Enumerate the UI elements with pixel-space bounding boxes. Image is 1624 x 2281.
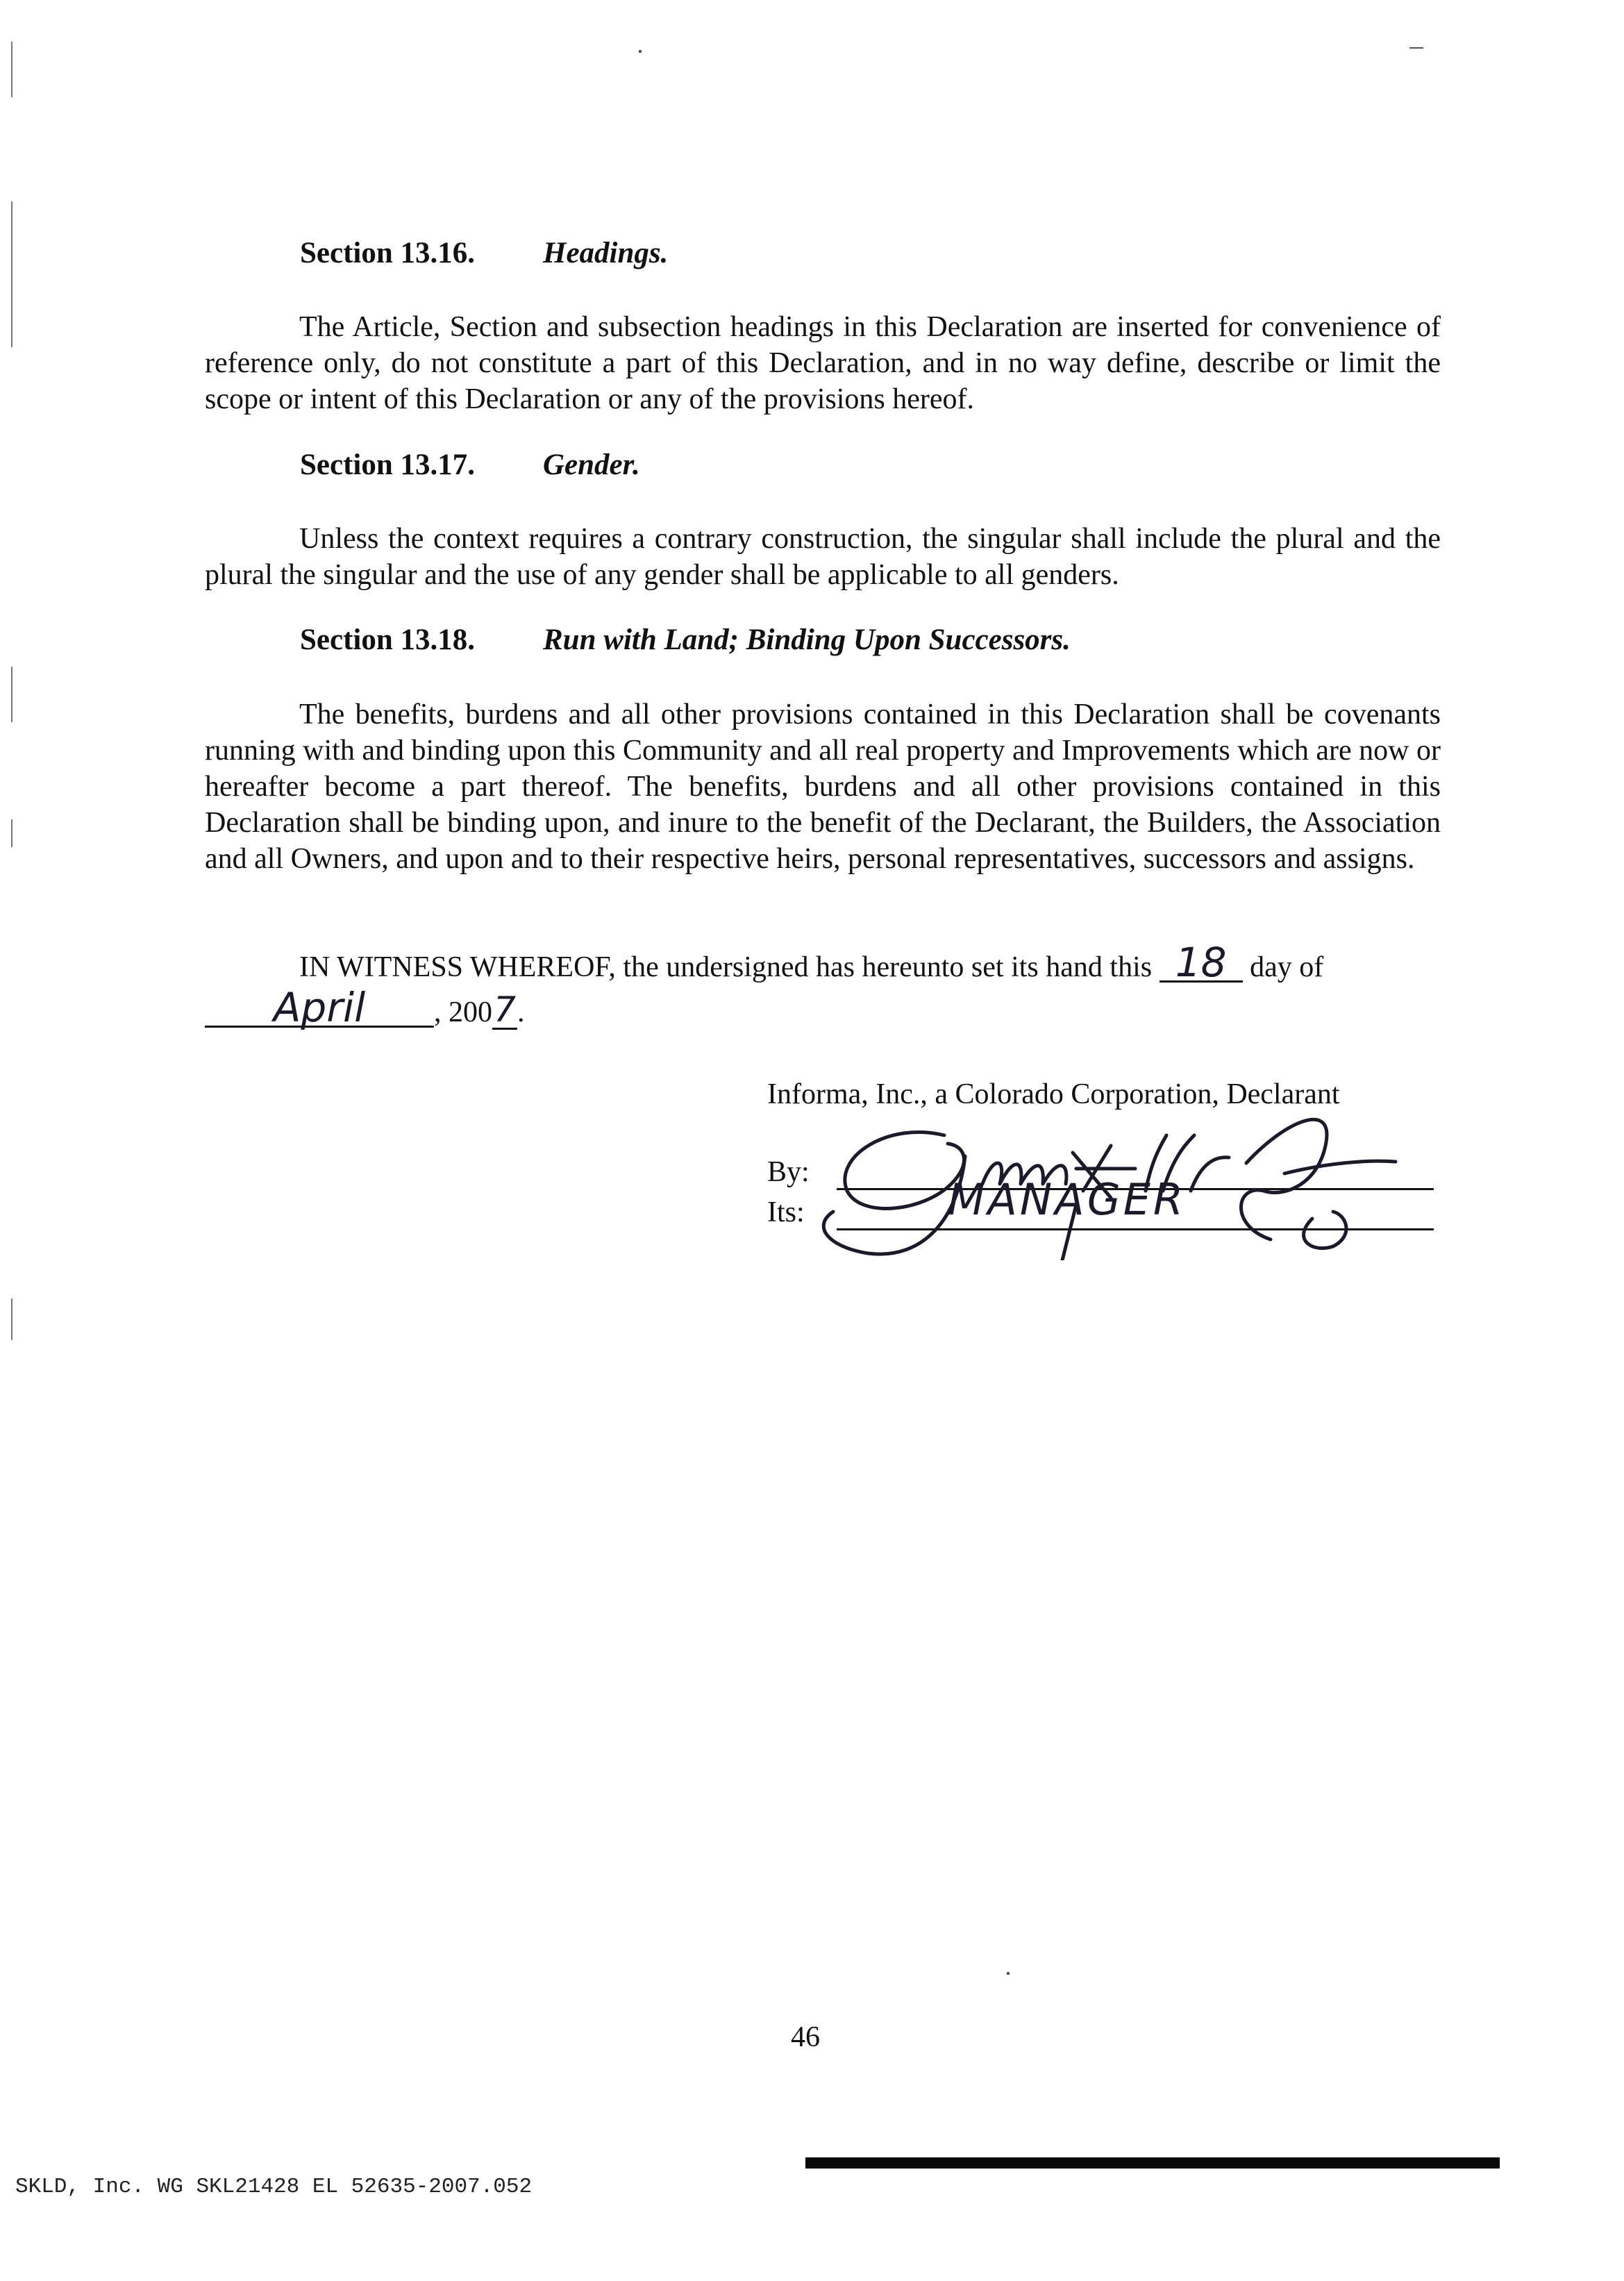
section-title: Gender. bbox=[543, 449, 640, 481]
scan-edge-mark bbox=[11, 667, 12, 722]
month-handwritten: April bbox=[205, 989, 434, 1028]
section-body: Unless the context requires a contrary construction, the singular shall include the plural and the plural the singular and the use of any gender shall be applicable to all genders. bbox=[205, 523, 1441, 591]
day-handwritten: 18 bbox=[1160, 944, 1243, 983]
by-label: By: bbox=[767, 1156, 810, 1188]
scan-speck bbox=[1409, 47, 1423, 49]
its-label: Its: bbox=[767, 1196, 805, 1228]
year-prefix: , 200 bbox=[434, 996, 492, 1028]
section-title: Run with Land; Binding Upon Successors. bbox=[543, 624, 1071, 656]
section-title: Headings. bbox=[543, 237, 669, 269]
scan-speck bbox=[639, 50, 642, 53]
scan-speck bbox=[1007, 1972, 1010, 1975]
scan-edge-mark bbox=[11, 1298, 12, 1340]
page-number: 46 bbox=[791, 2021, 820, 2053]
day-of-label: day of bbox=[1250, 951, 1324, 983]
year-handwritten: 7 bbox=[492, 992, 517, 1030]
scan-edge-mark bbox=[11, 819, 12, 847]
signatory-entity: Informa, Inc., a Colorado Corporation, Declarant bbox=[767, 1078, 1340, 1110]
title-handwritten: MANAGER bbox=[948, 1174, 1186, 1225]
section-number: Section 13.17. bbox=[300, 449, 476, 481]
scan-edge-mark bbox=[11, 201, 12, 347]
section-number: Section 13.18. bbox=[300, 624, 476, 656]
footer-stamp: SKLD, Inc. WG SKL21428 EL 52635-2007.052 bbox=[15, 2175, 533, 2199]
section-body: The benefits, burdens and all other provisions contained in this Declaration shall be covenants running with and binding upon this Community and all real property and Improvements which are now or hereafter become a part thereof. The benefits, burdens and all other provisions contained in this Declaration shall be binding upon, and inure to the benefit of the Declarant, the Builders, the Association and all Owners, and upon and to their respective heirs, personal representatives, successors and assigns. bbox=[205, 699, 1441, 875]
witness-clause bbox=[205, 939, 1441, 1031]
handwritten-signature bbox=[785, 1080, 1409, 1260]
scan-bar bbox=[805, 2157, 1500, 2169]
section-body: The Article, Section and subsection headings in this Declaration are inserted for convenience of reference only, do not constitute a part of this Declaration, and in no way define, describe or limit the scope or intent of this Declaration or any of the provisions hereof. bbox=[205, 311, 1441, 415]
section-heading bbox=[300, 448, 640, 482]
section-heading bbox=[300, 236, 668, 270]
scan-edge-mark bbox=[11, 42, 12, 97]
witness-intro: IN WITNESS WHEREOF, the undersigned has hereunto set its hand this bbox=[299, 951, 1153, 983]
section-heading bbox=[300, 623, 1071, 657]
section-number: Section 13.16. bbox=[300, 237, 476, 269]
year-suffix: . bbox=[517, 996, 525, 1028]
